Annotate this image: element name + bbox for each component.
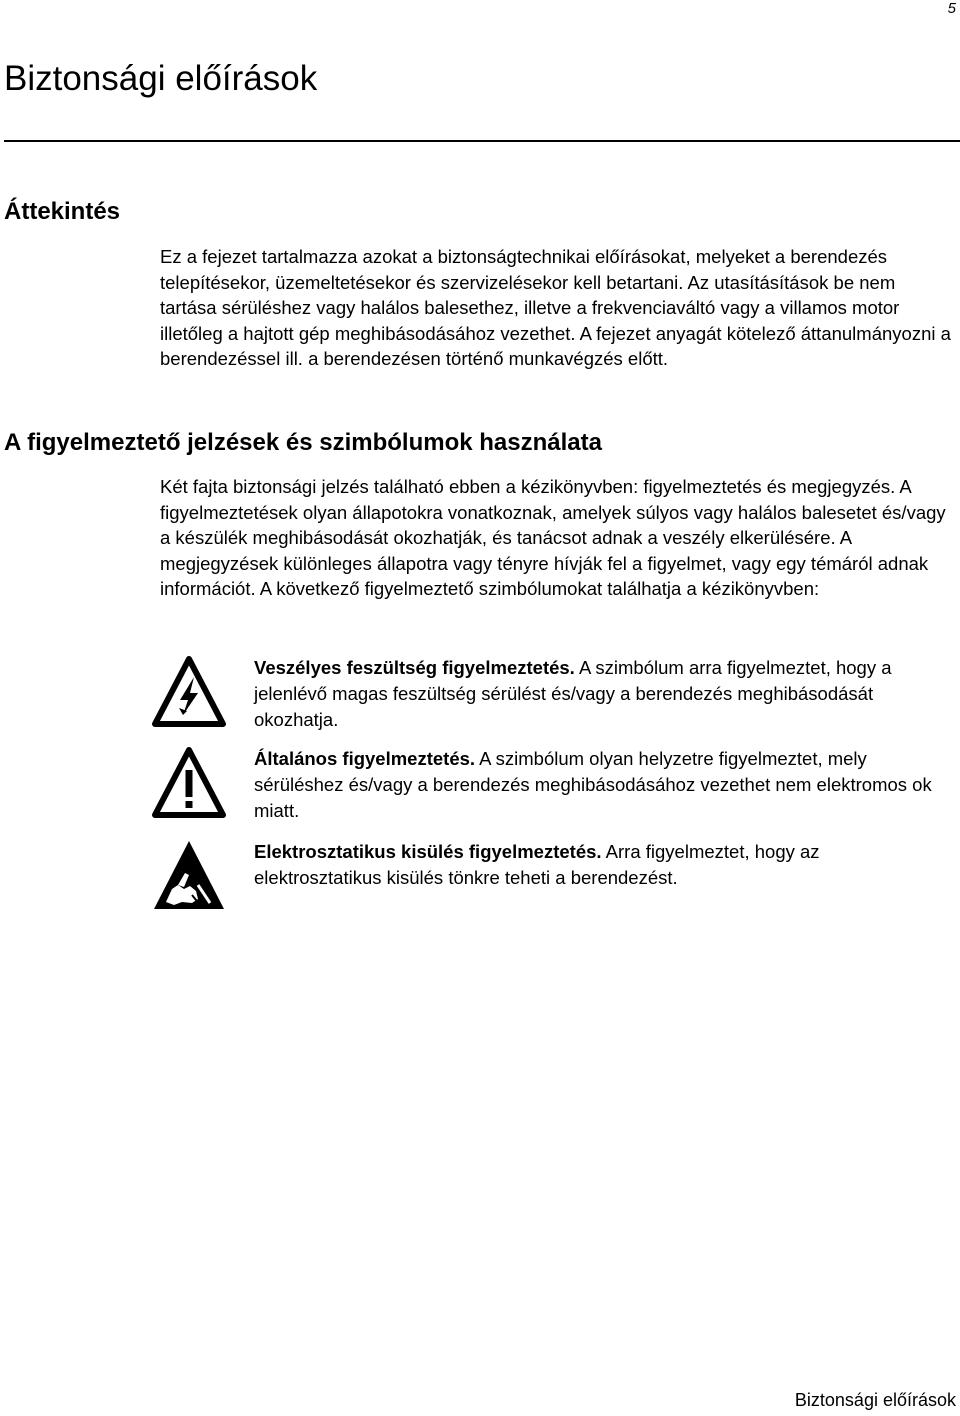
page-title: Biztonsági előírások <box>4 59 318 98</box>
electrostatic-discharge-warning-icon <box>152 839 226 911</box>
symbols-paragraph: Két fajta biztonsági jelzés található ebben a kézikönyvben: figyelmeztetés és megjegyzés. A figyelmeztetések olyan állapotokra vonatkoznak, amelyek súlyos vagy halálos balesetet és/vagy a készülék meghibásodását okozhatják, és tanácsot adnak a veszély elkerülésére. A megjegyzések különleges állapotra vagy tényre hívják fel a figyelmet, vagy egy témáról adnak információt. A következő figyelmeztető szimbólumokat találhatja a kézikönyvben: <box>160 476 946 599</box>
overview-paragraph: Ez a fejezet tartalmazza azokat a biztonságtechnikai előírásokat, melyeket a berendezés telepítésekor, üzemeltetésekor és szervizelésekor kell betartani. Az utasításítások be nem tartása sérüléshez vagy halálos balesethez, illetve a frekvenciaváltó vagy a villamos motor illetőleg a hajtott gép meghibásodásához vezethet. A fejezet anyagát kötelező áttanulmányozni a berendezéssel ill. a berendezésen történő munkavégzés előtt. <box>160 246 951 369</box>
general-warning-icon <box>152 746 226 818</box>
title-divider <box>4 140 960 142</box>
overview-heading: Áttekintés <box>4 198 121 225</box>
high-voltage-warning-icon <box>152 655 226 727</box>
symbol-description <box>254 655 944 733</box>
symbol-description-text: Arra figyelmeztet, hogy az elektrosztatikus kisülés tönkre teheti a berendezést. <box>254 841 820 888</box>
symbol-description-text: A szimbólum olyan helyzetre figyelmeztet, mely sérüléshez és/vagy a berendezés meghibásodásához vezethet nem elektromos ok miatt. <box>254 748 932 821</box>
footer-section-label: Biztonsági előírások <box>794 1390 956 1410</box>
symbol-description <box>254 839 944 891</box>
symbols-heading: A figyelmeztető jelzések és szimbólumok használata <box>4 429 602 456</box>
symbol-term: Veszélyes feszültség figyelmeztetés. <box>254 657 575 678</box>
symbol-term: Általános figyelmeztetés. <box>254 748 476 769</box>
page-number: 5 <box>947 0 956 17</box>
symbol-description <box>254 746 944 824</box>
symbol-description-text: A szimbólum arra figyelmeztet, hogy a jelenlévő magas feszültség sérülést és/vagy a berendezés meghibásodását okozhatja. <box>254 657 892 730</box>
symbol-term: Elektrosztatikus kisülés figyelmeztetés. <box>254 841 602 862</box>
